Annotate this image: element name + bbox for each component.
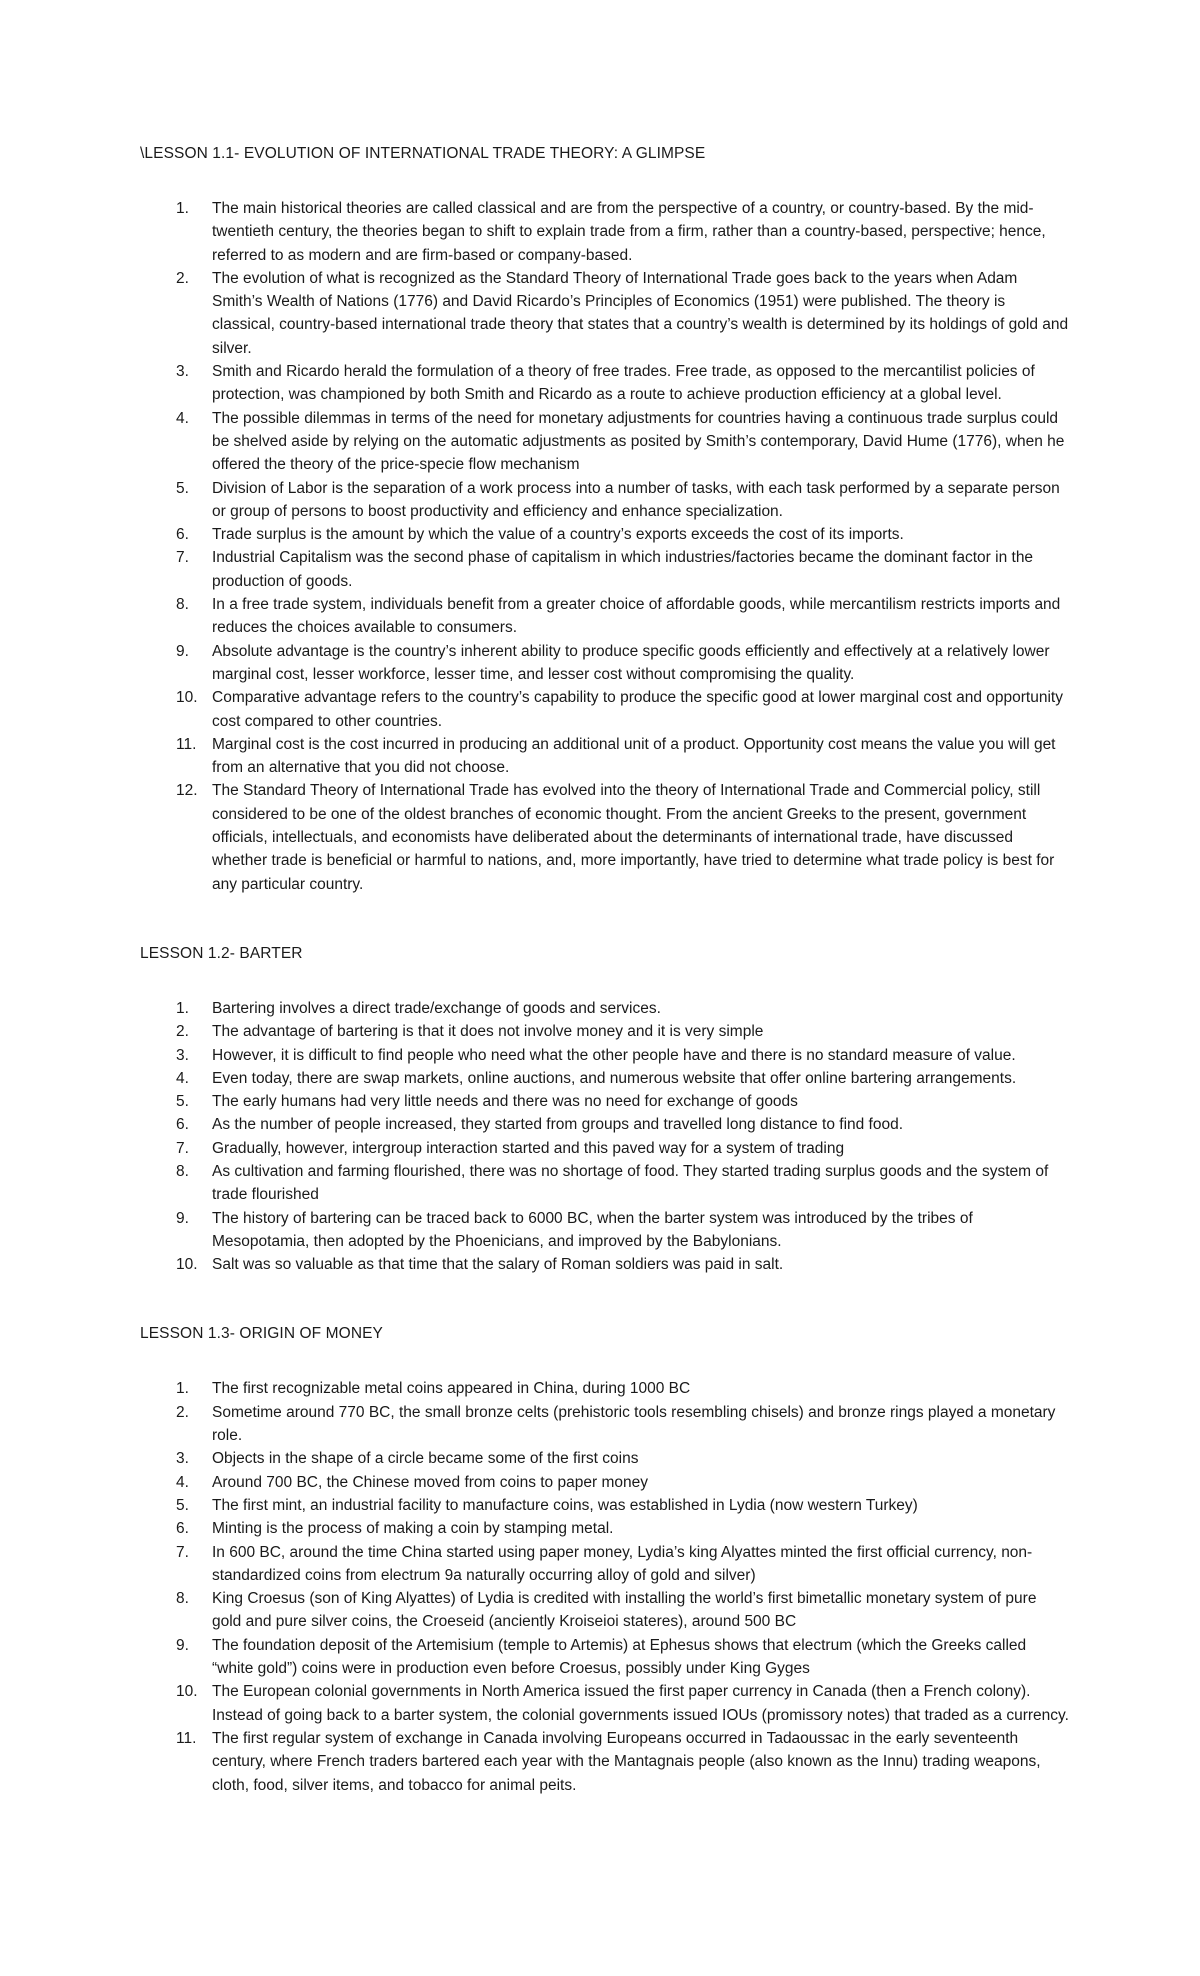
list-item xyxy=(140,360,1070,407)
item-text: Bartering involves a direct trade/exchange of goods and services. xyxy=(212,999,661,1017)
list-item xyxy=(140,593,1070,640)
list-item xyxy=(140,1494,1070,1517)
item-text: Comparative advantage refers to the country’s capability to produce the specific good at lower marginal cost and opportunity cost compared to other countries. xyxy=(212,689,1063,730)
list-item xyxy=(140,546,1070,593)
list-item xyxy=(140,1113,1070,1136)
item-text: The early humans had very little needs and there was no need for exchange of goods xyxy=(212,1093,798,1111)
list-item xyxy=(140,1090,1070,1113)
item-text: King Croesus (son of King Alyattes) of Lydia is credited with installing the world’s first bimetallic monetary system of pure gold and pure silver coins, the Croeseid (anciently Kroiseioi stateres), around 500 BC xyxy=(212,1590,1037,1631)
item-text: Trade surplus is the amount by which the value of a country’s exports exceeds the cost of its imports. xyxy=(212,526,904,544)
item-text: Around 700 BC, the Chinese moved from coins to paper money xyxy=(212,1473,648,1491)
item-number: 4. xyxy=(176,1069,189,1087)
item-text: The advantage of bartering is that it does not involve money and it is very simple xyxy=(212,1023,764,1041)
list-item xyxy=(140,523,1070,546)
list-item xyxy=(140,1160,1070,1207)
list-item xyxy=(140,733,1070,780)
item-text: The first mint, an industrial facility to manufacture coins, was established in Lydia (now western Turkey) xyxy=(212,1496,918,1514)
lesson-section xyxy=(140,1322,1070,1796)
item-text: Minting is the process of making a coin by stamping metal. xyxy=(212,1520,614,1538)
list-item xyxy=(140,1377,1070,1400)
item-text: Even today, there are swap markets, online auctions, and numerous website that offer online bartering arrangements. xyxy=(212,1069,1017,1087)
item-text: The first recognizable metal coins appeared in China, during 1000 BC xyxy=(212,1380,691,1398)
item-number: 10. xyxy=(176,1256,198,1274)
item-text: Absolute advantage is the country’s inherent ability to produce specific goods efficiently and effectively at a relatively lower marginal cost, lesser workforce, lesser time, and lesser cost without compromising the quality. xyxy=(212,642,1050,683)
item-number: 5. xyxy=(176,479,189,497)
item-text: Salt was so valuable as that time that the salary of Roman soldiers was paid in salt. xyxy=(212,1256,784,1274)
list-item xyxy=(140,1587,1070,1634)
list-item xyxy=(140,1727,1070,1797)
list-item xyxy=(140,267,1070,360)
item-number: 12. xyxy=(176,782,198,800)
item-number: 6. xyxy=(176,1520,189,1538)
lesson-section xyxy=(140,942,1070,1277)
list-item xyxy=(140,779,1070,895)
list-item xyxy=(140,1020,1070,1043)
list-item xyxy=(140,1207,1070,1254)
item-number: 11. xyxy=(176,1729,197,1747)
list-item xyxy=(140,1401,1070,1448)
list-item xyxy=(140,1044,1070,1067)
item-number: 6. xyxy=(176,526,189,544)
item-number: 1. xyxy=(176,200,189,217)
item-number: 2. xyxy=(176,1403,189,1421)
list-item xyxy=(140,1541,1070,1588)
item-number: 2. xyxy=(176,1023,189,1041)
item-text: As cultivation and farming flourished, there was no shortage of food. They started trading surplus goods and the system of trade flourished xyxy=(212,1162,1049,1204)
list-item xyxy=(140,1634,1070,1681)
item-number: 7. xyxy=(176,549,189,567)
item-number: 9. xyxy=(176,642,189,660)
item-text: Sometime around 770 BC, the small bronze celts (prehistoric tools resembling chisels) and bronze rings played a monetary role. xyxy=(212,1403,1056,1445)
item-number: 5. xyxy=(176,1093,189,1111)
item-text: The history of bartering can be traced back to 6000 BC, when the barter system was introduced by the tribes of Mesopotamia, then adopted by the Phoenicians, and improved by the Babylonians. xyxy=(212,1209,973,1250)
item-text: Gradually, however, intergroup interaction started and this paved way for a system of trading xyxy=(212,1139,845,1157)
numbered-list xyxy=(140,197,1070,896)
item-number: 9. xyxy=(176,1636,189,1654)
item-text: Objects in the shape of a circle became some of the first coins xyxy=(212,1450,639,1468)
section-title: LESSON 1.3- ORIGIN OF MONEY xyxy=(140,1325,383,1343)
list-item xyxy=(140,640,1070,687)
numbered-list xyxy=(140,997,1070,1277)
list-item xyxy=(140,1517,1070,1540)
item-number: 4. xyxy=(176,409,189,427)
item-number: 2. xyxy=(176,269,189,287)
item-number: 8. xyxy=(176,596,189,614)
item-text: The main historical theories are called classical and are from the perspective of a country, or country-based. By the mid-twentieth century, the theories began to shift to explain trade from a firm, rather than a country-based, perspective; hence, referred to as modern and are firm-based or company-based. xyxy=(212,200,1046,264)
item-text: The first regular system of exchange in Canada involving Europeans occurred in Tadaoussac in the early seventeenth century, where French traders bartered each year with the Mantagnais people (also known as the Innu) trading weapons, cloth, food, silver items, and tobacco for animal peits. xyxy=(212,1729,1041,1794)
item-text: The European colonial governments in North America issued the first paper currency in Canada (then a French colony). Instead of going back to a barter system, the colonial governments issued IOUs (promissory notes) that traded as a currency. xyxy=(212,1683,1069,1724)
item-number: 11. xyxy=(176,735,197,753)
item-text: The possible dilemmas in terms of the need for monetary adjustments for countries having a continuous trade surplus could be shelved aside by relying on the automatic adjustments as posited by Smith’s contemporary, David Hume (1776), when he offered the theory of the price-specie flow mechanism xyxy=(212,409,1065,474)
item-text: The foundation deposit of the Artemisium (temple to Artemis) at Ephesus shows that electrum (which the Greeks called “white gold”) coins were in production even before Croesus, possibly under King Gyges xyxy=(212,1636,1027,1678)
item-text: In a free trade system, individuals benefit from a greater choice of affordable goods, while mercantilism restricts imports and reduces the choices available to consumers. xyxy=(212,596,1061,637)
lesson-section xyxy=(140,142,1070,896)
item-text: In 600 BC, around the time China started using paper money, Lydia’s king Alyattes minted the first official currency, non-standardized coins from electrum 9a naturally occurring alloy of gold and silver) xyxy=(212,1543,1033,1584)
item-number: 6. xyxy=(176,1116,189,1134)
item-number: 1. xyxy=(176,999,189,1017)
item-number: 3. xyxy=(176,1046,189,1064)
section-title: LESSON 1.2- BARTER xyxy=(140,944,303,962)
item-text: The evolution of what is recognized as the Standard Theory of International Trade goes back to the years when Adam Smith’s Wealth of Nations (1776) and David Ricardo’s Principles of Economics (1951) were published. The theory is classical, country-based international trade theory that states that a country’s wealth is determined by its holdings of gold and silver. xyxy=(212,269,1069,357)
item-number: 7. xyxy=(176,1543,189,1561)
item-number: 1. xyxy=(176,1380,189,1398)
numbered-list xyxy=(140,1377,1070,1796)
list-item xyxy=(140,1253,1070,1276)
list-item xyxy=(140,1471,1070,1494)
item-text: The Standard Theory of International Trade has evolved into the theory of International Trade and Commercial policy, still considered to be one of the oldest branches of economic thought. From the ancient Greeks to the present, government officials, intellectuals, and economists have deliberated about the determinants of international trade, have discussed whether trade is beneficial or harmful to nations, and, more importantly, have tried to determine what trade policy is best for any particular country. xyxy=(212,782,1055,893)
item-number: 8. xyxy=(176,1162,189,1180)
list-item xyxy=(140,1067,1070,1090)
list-item xyxy=(140,1680,1070,1727)
item-number: 4. xyxy=(176,1473,189,1491)
item-number: 10. xyxy=(176,689,198,707)
item-text: Smith and Ricardo herald the formulation of a theory of free trades. Free trade, as opposed to the mercantilist policies of protection, was championed by both Smith and Ricardo as a route to achieve production efficiency at a global level. xyxy=(212,363,1035,404)
item-number: 5. xyxy=(176,1496,189,1514)
item-number: 10. xyxy=(176,1683,198,1701)
item-text: However, it is difficult to find people who need what the other people have and there is no standard measure of value. xyxy=(212,1046,1016,1064)
item-text: As the number of people increased, they started from groups and travelled long distance to find food. xyxy=(212,1116,904,1134)
list-item xyxy=(140,197,1070,267)
list-item xyxy=(140,1447,1070,1470)
list-item xyxy=(140,997,1070,1020)
list-item xyxy=(140,1137,1070,1160)
item-text: Division of Labor is the separation of a work process into a number of tasks, with each task performed by a separate person or group of persons to boost productivity and efficiency and enhance specialization. xyxy=(212,479,1060,520)
section-title: \LESSON 1.1- EVOLUTION OF INTERNATIONAL TRADE THEORY: A GLIMPSE xyxy=(140,145,706,162)
item-text: Marginal cost is the cost incurred in producing an additional unit of a product. Opportunity cost means the value you will get from an alternative that you did not choose. xyxy=(212,735,1056,777)
item-text: Industrial Capitalism was the second phase of capitalism in which industries/factories became the dominant factor in the production of goods. xyxy=(212,549,1034,590)
item-number: 3. xyxy=(176,1450,189,1468)
item-number: 7. xyxy=(176,1139,189,1157)
list-item xyxy=(140,407,1070,477)
list-item xyxy=(140,686,1070,733)
list-item xyxy=(140,477,1070,524)
item-number: 9. xyxy=(176,1209,189,1227)
item-number: 3. xyxy=(176,363,189,381)
item-number: 8. xyxy=(176,1590,189,1608)
